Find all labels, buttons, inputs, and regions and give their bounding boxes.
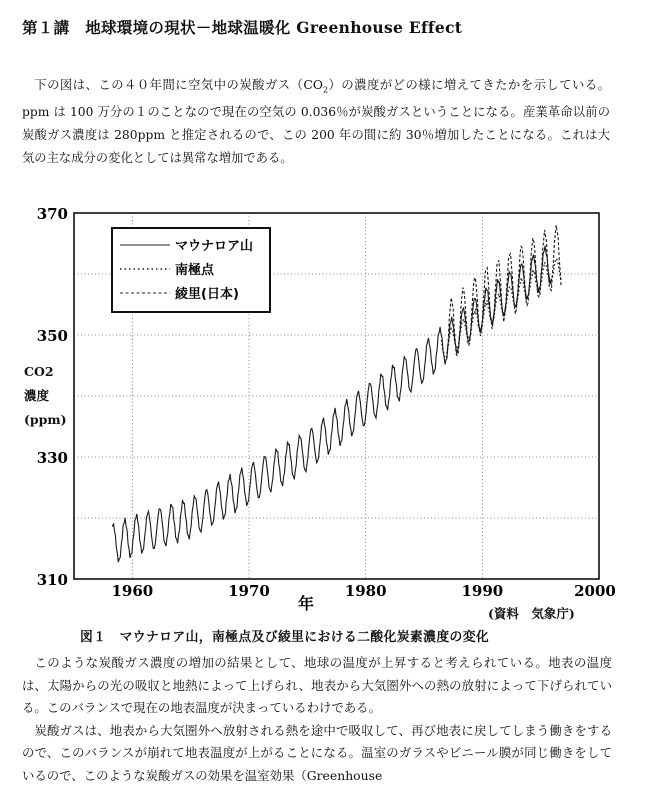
body-paragraph-2: 炭酸ガスは、地表から大気圏外へ放射される熱を途中で吸収して、再び地表に戻してしまう働きをするので、このバランスが崩れて地表温度が上がることになる。温室のガラスやビニール膜が同じ働きをしているので、このような炭酸ガスの効果を温室効果（Greenhouse [22,722,612,783]
intro-paragraph [22,74,610,170]
x-tick-label: 2000 [574,582,616,600]
x-tick-label: 1960 [111,582,154,600]
x-tick-label: 1970 [228,582,270,600]
x-tick-label: 1990 [461,582,504,600]
x-tick-label: 1980 [344,582,387,600]
x-tick-labels [111,582,615,600]
co2-subscript: 2 [322,85,329,95]
figure-caption: 図１ マウナロア山，南極点及び綾里における二酸化炭素濃度の変化 [80,630,490,645]
y-label-line-2: 濃度 [24,388,50,403]
body-paragraphs [22,652,612,787]
body-paragraph-1: このような炭酸ガス濃度の増加の結果として、地球の温度が上昇すると考えられている。地表の温度は、太陽からの光の吸収と地熱によって上げられ、地表から大気圏外への熱の放射によって下げられている。このバランスで現在の地表温度が決まっているわけである。 [22,655,612,715]
y-tick-label: 330 [36,449,68,467]
data-source: (資料 気象庁) [488,606,575,621]
chart-legend [112,228,270,312]
series-line-ryori [447,225,561,355]
y-tick-label: 350 [36,327,68,345]
y-label-line-3: (ppm) [24,412,67,427]
y-axis-label [24,360,76,432]
legend-label-ryori: 綾里(日本) [175,287,239,302]
x-axis-label: 年 [297,594,315,613]
chart-svg [0,196,650,622]
series-line-south-pole [442,258,562,357]
intro-text-1: 下の図は、この４０年間に空気中の炭酸ガス（CO [34,78,323,92]
y-tick-label: 310 [36,571,68,589]
legend-label-south-pole: 南極点 [175,263,215,278]
co2-chart [0,196,650,622]
page-title: 第１講 地球環境の現状－地球温暖化 Greenhouse Effect [22,18,463,37]
legend-label-mauna-loa: マウナロア山 [175,239,254,254]
y-tick-label: 370 [36,205,68,223]
intro-text-2: ）の濃度がどの様に増えてきたかを示している。ppm は 100 万分の１のことなので現在の空気の 0.036％が炭酸ガスということになる。産業革命以前の炭酸ガス濃度は 280ppm と推定されるので、この 200 年の間に約 30％増加したことになる。これは大気の主な成分の変化としては異常な増加である。 [22,78,610,166]
y-label-line-1: CO2 [24,364,54,379]
